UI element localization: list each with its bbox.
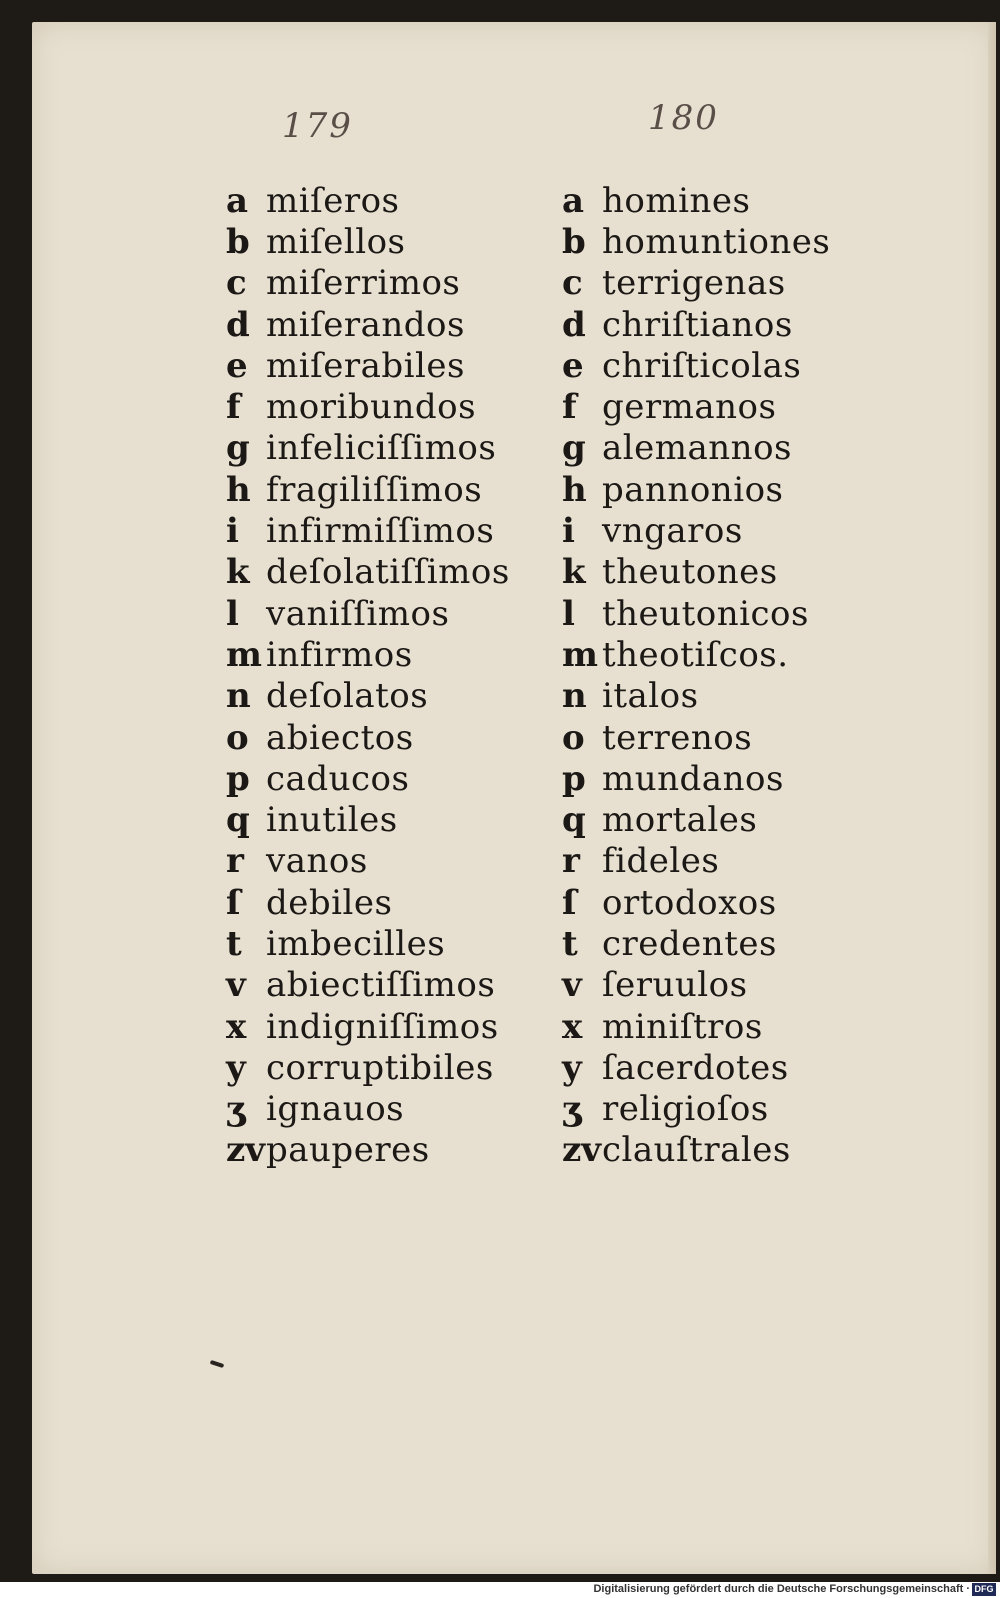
entry-word: italos xyxy=(602,676,699,717)
entry-letter: e xyxy=(226,345,248,386)
entry-word: ſacerdotes xyxy=(602,1047,789,1088)
entry-letter: i xyxy=(562,511,575,552)
entry-word: mortales xyxy=(602,800,758,841)
list-entry xyxy=(226,923,510,964)
list-entry xyxy=(226,180,510,221)
entry-word: caducos xyxy=(266,758,410,799)
list-entry xyxy=(226,799,510,840)
list-entry xyxy=(562,1006,830,1047)
entry-letter: f xyxy=(226,387,241,428)
entry-letter: r xyxy=(226,841,244,882)
entry-letter: g xyxy=(562,428,586,469)
entry-letter: x xyxy=(562,1006,583,1047)
entry-word: fideles xyxy=(602,841,720,882)
entry-letter: q xyxy=(226,800,250,841)
entry-word: moribundos xyxy=(266,387,477,428)
list-entry xyxy=(562,965,830,1006)
entry-word: abiectiſſimos xyxy=(266,965,496,1006)
word-list-right xyxy=(562,180,830,1171)
list-entry xyxy=(226,386,510,427)
entry-word: theutonicos xyxy=(602,593,809,634)
entry-letter: v xyxy=(226,965,246,1006)
list-entry xyxy=(562,634,830,675)
entry-word: ortodoxos xyxy=(602,882,777,923)
entry-letter: v xyxy=(562,965,582,1006)
list-entry xyxy=(226,717,510,758)
list-entry xyxy=(226,634,510,675)
list-entry xyxy=(562,510,830,551)
entry-word: inutiles xyxy=(266,800,398,841)
entry-letter: n xyxy=(562,676,587,717)
entry-letter: d xyxy=(226,304,250,345)
list-entry xyxy=(226,1089,510,1130)
entry-word: abiectos xyxy=(266,717,414,758)
list-entry xyxy=(226,304,510,345)
entry-letter: e xyxy=(562,345,584,386)
list-entry xyxy=(226,965,510,1006)
entry-letter: l xyxy=(562,593,575,634)
entry-word: chriſtianos xyxy=(602,304,793,345)
entry-word: infirmiſſimos xyxy=(266,511,495,552)
entry-letter: h xyxy=(562,469,587,510)
list-entry xyxy=(562,469,830,510)
entry-word: corruptibiles xyxy=(266,1047,494,1088)
list-entry xyxy=(562,263,830,304)
list-entry xyxy=(562,1089,830,1130)
list-entry xyxy=(562,717,830,758)
list-entry xyxy=(226,428,510,469)
entry-word: imbecilles xyxy=(266,923,446,964)
entry-word: vanos xyxy=(266,841,368,882)
list-entry xyxy=(562,923,830,964)
entry-letter: a xyxy=(226,180,249,221)
entry-letter: m xyxy=(226,634,262,675)
list-entry xyxy=(562,180,830,221)
entry-letter: y xyxy=(562,1047,582,1088)
entry-word: infeliciſſimos xyxy=(266,428,497,469)
entry-word: homuntiones xyxy=(602,221,831,262)
list-entry xyxy=(226,841,510,882)
entry-word: germanos xyxy=(602,387,777,428)
list-entry xyxy=(562,1047,830,1088)
entry-word: mundanos xyxy=(602,758,784,799)
entry-word: miſellos xyxy=(266,221,406,262)
list-entry xyxy=(562,841,830,882)
entry-letter: l xyxy=(226,593,239,634)
entry-letter: a xyxy=(562,180,585,221)
list-entry xyxy=(226,1047,510,1088)
entry-letter: q xyxy=(562,800,586,841)
entry-letter: i xyxy=(226,511,239,552)
entry-letter: c xyxy=(226,263,247,304)
entry-word: terrenos xyxy=(602,717,753,758)
entry-word: ſeruulos xyxy=(602,965,748,1006)
funding-credit: Digitalisierung gefördert durch die Deutsche Forschungsgemeinschaft · xyxy=(593,1583,970,1595)
list-entry xyxy=(226,469,510,510)
entry-word: alemannos xyxy=(602,428,792,469)
entry-word: pauperes xyxy=(266,1130,430,1171)
list-entry xyxy=(562,758,830,799)
list-entry xyxy=(562,428,830,469)
entry-letter: m xyxy=(562,634,598,675)
folio-number-left: 179 xyxy=(282,106,353,146)
entry-word: ignauos xyxy=(266,1089,405,1130)
entry-letter: h xyxy=(226,469,251,510)
entry-word: vngaros xyxy=(602,511,743,552)
entry-letter: t xyxy=(562,923,578,964)
entry-word: miſerandos xyxy=(266,304,465,345)
list-entry xyxy=(226,221,510,262)
entry-word: miſeros xyxy=(266,180,400,221)
entry-word: clauſtrales xyxy=(602,1130,791,1171)
entry-letter: r xyxy=(562,841,580,882)
entry-word: homines xyxy=(602,180,751,221)
entry-word: theotiſcos. xyxy=(602,634,789,675)
entry-letter: c xyxy=(562,263,583,304)
entry-word: chriſticolas xyxy=(602,345,802,386)
entry-word: debiles xyxy=(266,882,393,923)
entry-word: pannonios xyxy=(602,469,784,510)
entry-letter: zv xyxy=(226,1130,266,1171)
entry-letter: y xyxy=(226,1047,246,1088)
book-page xyxy=(32,22,996,1574)
entry-letter: p xyxy=(226,758,250,799)
list-entry xyxy=(226,552,510,593)
list-entry xyxy=(226,758,510,799)
list-entry xyxy=(226,882,510,923)
list-entry xyxy=(226,1006,510,1047)
entry-word: theutones xyxy=(602,552,778,593)
entry-word: credentes xyxy=(602,923,777,964)
list-entry xyxy=(562,386,830,427)
entry-letter: k xyxy=(226,552,250,593)
entry-letter: o xyxy=(562,717,585,758)
entry-word: indigniſſimos xyxy=(266,1006,499,1047)
list-entry xyxy=(562,799,830,840)
entry-letter: t xyxy=(226,923,242,964)
entry-letter: f xyxy=(562,387,577,428)
list-entry xyxy=(562,304,830,345)
list-entry xyxy=(562,345,830,386)
entry-letter: o xyxy=(226,717,249,758)
entry-word: vaniſſimos xyxy=(266,593,450,634)
dfg-logo: DFG xyxy=(972,1583,996,1596)
list-entry xyxy=(562,552,830,593)
entry-letter: b xyxy=(562,221,586,262)
entry-word: deſolatos xyxy=(266,676,429,717)
list-entry xyxy=(226,676,510,717)
entry-letter: n xyxy=(226,676,251,717)
list-entry xyxy=(226,263,510,304)
entry-letter: d xyxy=(562,304,586,345)
entry-letter: b xyxy=(226,221,250,262)
entry-word: miſerabiles xyxy=(266,345,465,386)
list-entry xyxy=(226,345,510,386)
list-entry xyxy=(562,1130,830,1171)
entry-letter: ſ xyxy=(226,882,241,923)
entry-letter: k xyxy=(562,552,586,593)
entry-word: fragiliſſimos xyxy=(266,469,483,510)
entry-letter: ʒ xyxy=(562,1089,582,1130)
entry-letter: ʒ xyxy=(226,1089,246,1130)
entry-letter: zv xyxy=(562,1130,602,1171)
list-entry xyxy=(226,1130,510,1171)
entry-word: deſolatiſſimos xyxy=(266,552,510,593)
entry-word: religioſos xyxy=(602,1089,769,1130)
entry-word: infirmos xyxy=(266,634,413,675)
list-entry xyxy=(562,676,830,717)
page-edge xyxy=(988,22,996,1574)
word-list-left xyxy=(226,180,510,1171)
list-entry xyxy=(226,510,510,551)
entry-word: miſerrimos xyxy=(266,263,461,304)
entry-letter: ſ xyxy=(562,882,577,923)
entry-letter: x xyxy=(226,1006,247,1047)
folio-number-right: 180 xyxy=(648,98,719,138)
entry-letter: p xyxy=(562,758,586,799)
entry-word: terrigenas xyxy=(602,263,786,304)
list-entry xyxy=(562,593,830,634)
entry-word: miniſtros xyxy=(602,1006,763,1047)
list-entry xyxy=(226,593,510,634)
list-entry xyxy=(562,882,830,923)
list-entry xyxy=(562,221,830,262)
entry-letter: g xyxy=(226,428,250,469)
